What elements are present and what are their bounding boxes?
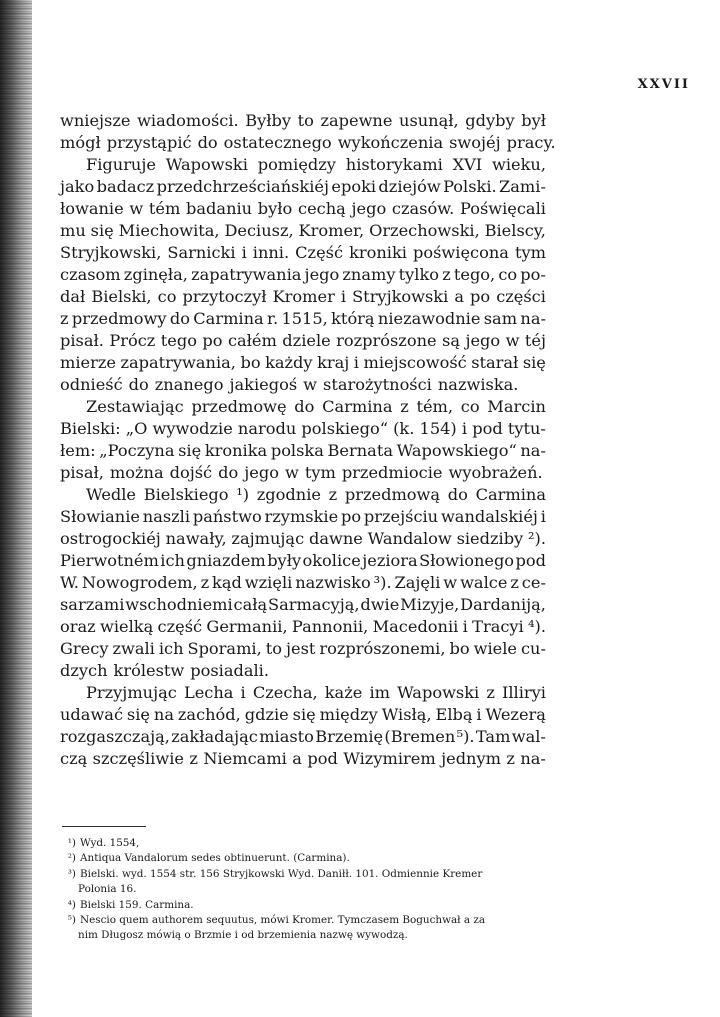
footnote (60, 928, 550, 943)
text-line: mu się Miechowita, Deciusz, Kromer, Orzechowski, Bielscy, (60, 221, 546, 240)
footnote (60, 898, 550, 913)
text-line: Słowianie naszli państwo rzymskie po przejściu wandalskiéj i (60, 507, 546, 526)
text-line: Bielski: „O wywodzie narodu polskiego“ (k. 154) i pod tytu- (60, 419, 546, 438)
footnote-text: Bielski 159. Carmina. (80, 898, 194, 911)
footnote-text: Nescio quem authorem sequutus, mówi Kromer. Tymczasem Boguchwał a za (80, 914, 486, 927)
text-line: odnieść do znanego jakiegoś w starożytności nazwiska. (60, 375, 519, 394)
text-line: rozgaszczają, zakładając miasto Brzemię (Bremen ⁵). Tam wal- (60, 727, 546, 746)
footnote (60, 851, 550, 866)
text-line: pisał. Prócz tego po całém dziele rozprószone są jego w téj (60, 331, 546, 350)
footnote (60, 867, 550, 882)
text-line: sarzami wschodniemi całą Sarmacyją, dwie Mizyje, Dardaniją, (60, 595, 546, 614)
footnote-text: Wyd. 1554, (80, 837, 140, 849)
footnotes (60, 836, 550, 944)
text-line: pisał, można dojść do jego w tym przedmiocie wyobrażeń. (60, 463, 543, 482)
text-line: oraz wielką część Germanii, Pannonii, Macedonii i Tracyi ⁴). (60, 617, 546, 636)
text-line: Przyjmując Lecha i Czecha, każe im Wapowski z Illiryi (86, 683, 546, 702)
text-line: W. Nowogrodem, z kąd wzięli nazwisko ³). Zajęli w walce z ce- (60, 573, 546, 592)
footnote-text: nim Długosz mówią o Brzmie i od brzemienia nazwę wywodzą. (78, 929, 408, 942)
text-line: czą szczęśliwie z Niemcami a pod Wizymirem jednym z na- (60, 749, 546, 768)
text-line: łem: „Poczyna się kronika polska Bernata Wapowskiego“ na- (60, 441, 546, 460)
text-line: mógł przystąpić do ostatecznego wykończenia swojéj pracy. (60, 133, 556, 152)
text-line: Grecy zwali ich Sporami, to jest rozprószonemi, bo wiele cu- (60, 639, 546, 658)
text-line: jako badacz przedchrześciańskiéj epoki dziejów Polski. Zami- (60, 177, 546, 196)
text-line: ostrogockiéj nawały, zajmując dawne Wandalow siedziby ²). (60, 529, 546, 548)
text-line: udawać się na zachód, gdzie się między Wisłą, Elbą i Wezerą (60, 705, 546, 724)
footnote-text: Polonia 16. (78, 883, 137, 896)
text-line: wniejsze wiadomości. Byłby to zapewne usunął, gdyby był (60, 111, 546, 130)
footnote-mark: ¹) (67, 837, 76, 849)
text-line: Wedle Bielskiego ¹) zgodnie z przedmową do Carmina (86, 485, 546, 504)
footnote-rule (62, 826, 146, 827)
text-line: dzych królestw posiadali. (60, 661, 270, 680)
footnote-text: Antiqua Vandalorum sedes obtinuerunt. (Carmina). (80, 852, 350, 865)
text-line: mierze zapatrywania, bo każdy kraj i miejscowość starał się (60, 353, 546, 372)
page-number: XXVII (637, 77, 690, 92)
text-line: Stryjkowski, Sarnicki i inni. Część kroniki poświęcona tym (60, 243, 546, 262)
footnote-mark: ²) (67, 852, 76, 865)
text-line: czasom zginęła, zapatrywania jego znamy tylko z tego, co po- (60, 265, 546, 284)
text-line: z przedmowy do Carmina r. 1515, którą niezawodnie sam na- (60, 309, 546, 328)
text-line: Zestawiając przedmowę do Carmina z tém, co Marcin (86, 397, 546, 416)
footnote-text: Bielski. wyd. 1554 str. 156 Stryjkowski Wyd. Daniłł. 101. Odmiennie Kremer (80, 867, 483, 880)
footnote-mark: ⁴) (67, 898, 76, 911)
footnote-mark: ⁵) (67, 914, 76, 927)
text-line: dał Bielski, co przytoczył Kromer i Stryjkowski a po części (60, 287, 546, 306)
text-line: łowanie w tém badaniu było cechą jego czasów. Poświęcali (60, 199, 546, 218)
main-text (60, 110, 556, 770)
text-line: Pierwotném ich gniazdem były okolice jeziora Słowionego pod (60, 551, 546, 570)
footnote-mark: ³) (67, 867, 76, 880)
book-spine-shadow (0, 0, 32, 1017)
text-line: Figuruje Wapowski pomiędzy historykami XVI wieku, (86, 155, 546, 174)
footnote (60, 882, 550, 897)
footnote (60, 913, 550, 928)
footnote (60, 836, 550, 851)
